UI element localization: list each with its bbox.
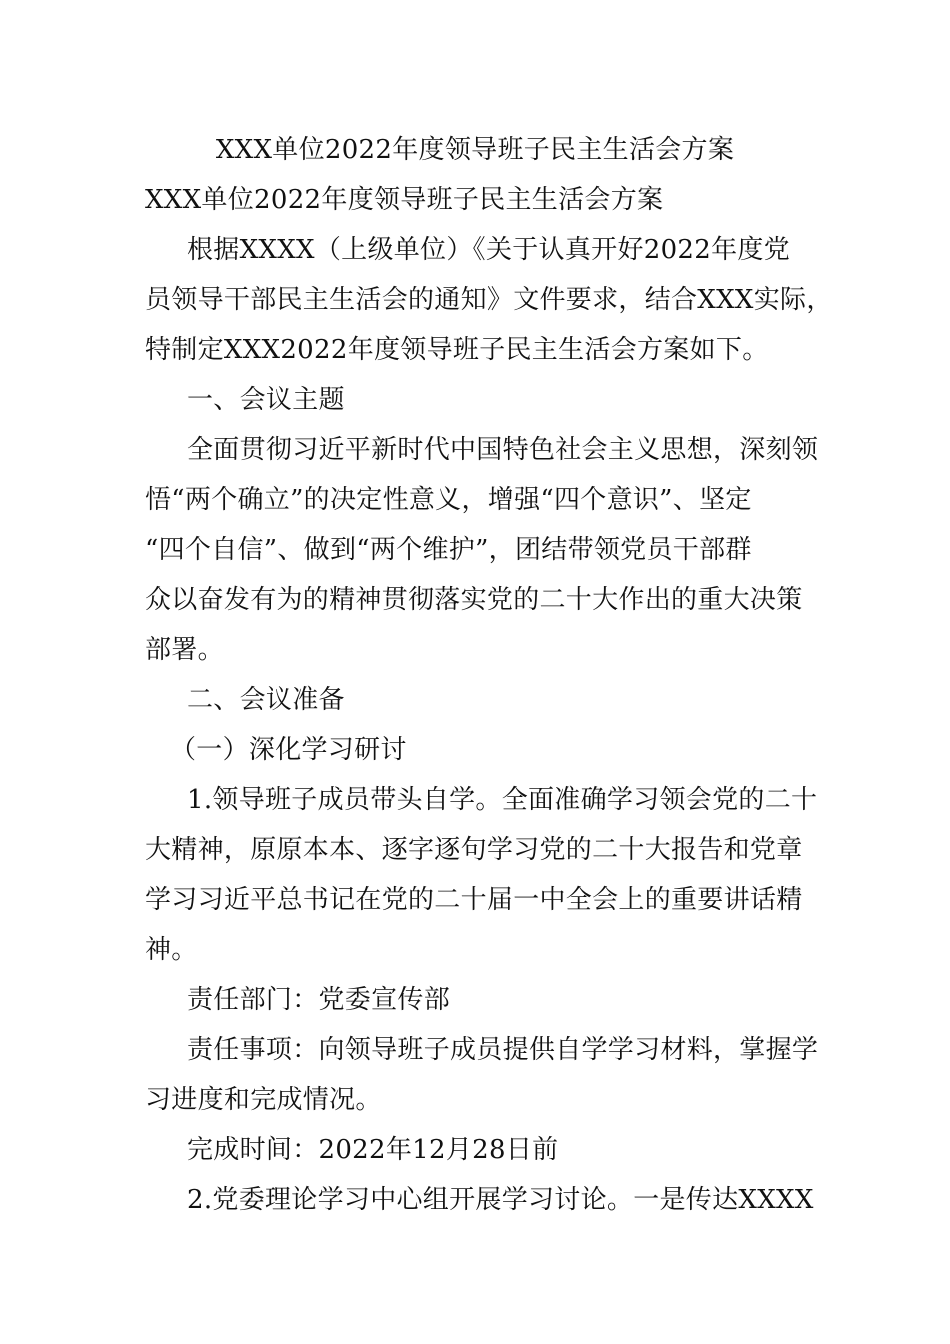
intro-line-3: 特制定XXX2022年度领导班子民主生活会方案如下。: [145, 335, 769, 365]
section1-line-4: 众以奋发有为的精神贯彻落实党的二十大作出的重大决策: [145, 585, 803, 615]
item1-matters-line-1: 责任事项：向领导班子成员提供自学学习材料，掌握学: [187, 1035, 819, 1065]
section1-heading: 一、会议主题: [187, 385, 345, 415]
intro-line-2: 员领导干部民主生活会的通知》文件要求，结合XXX实际，: [145, 285, 833, 315]
section2-heading: 二、会议准备: [187, 685, 345, 715]
item1-line-3: 学习习近平总书记在党的二十届一中全会上的重要讲话精: [145, 885, 803, 915]
document-subtitle: XXX单位2022年度领导班子民主生活会方案: [145, 185, 664, 215]
item1-line-4: 神。: [145, 935, 198, 965]
item1-line-2: 大精神，原原本本、逐字逐句学习党的二十大报告和党章: [145, 835, 803, 865]
subsection1-heading: （一）深化学习研讨: [170, 735, 407, 765]
section1-line-2: 悟“两个确立”的决定性意义，增强“四个意识”、坚定: [145, 485, 752, 515]
document-title: XXX单位2022年度领导班子民主生活会方案: [215, 135, 735, 165]
section1-line-3: “四个自信”、做到“两个维护”，团结带领党员干部群: [145, 535, 752, 565]
section1-line-5: 部署。: [145, 635, 224, 665]
item1-department: 责任部门：党委宣传部: [187, 985, 451, 1015]
item1-matters-line-2: 习进度和完成情况。: [145, 1085, 382, 1115]
item2-line-1: 2.党委理论学习中心组开展学习讨论。一是传达XXXX: [187, 1185, 814, 1215]
intro-line-1: 根据XXXX（上级单位）《关于认真开好2022年度党: [187, 235, 791, 265]
item1-line-1: 1.领导班子成员带头自学。全面准确学习领会党的二十: [187, 785, 818, 815]
item1-deadline: 完成时间：2022年12月28日前: [187, 1135, 559, 1165]
section1-line-1: 全面贯彻习近平新时代中国特色社会主义思想，深刻领: [187, 435, 819, 465]
